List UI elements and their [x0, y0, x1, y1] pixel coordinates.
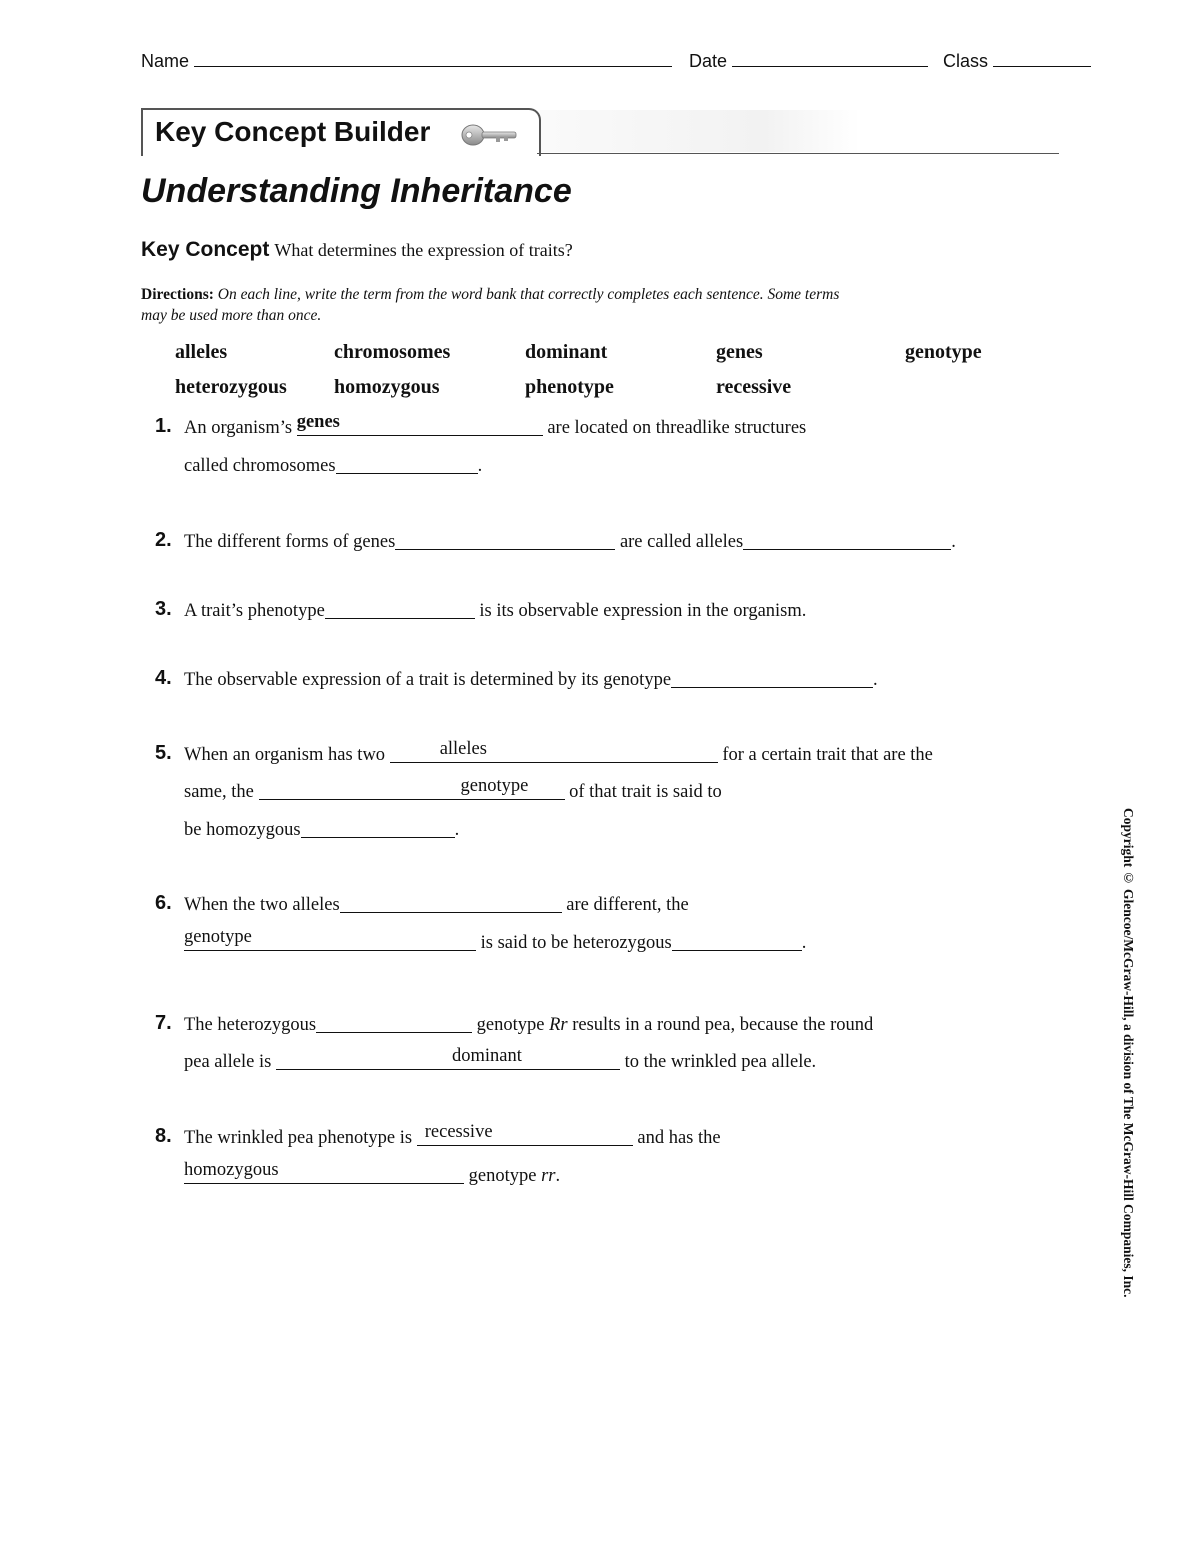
question-text: called chromosomes [184, 456, 336, 476]
question-text: genotype [468, 1166, 537, 1186]
question-text: is its observable expression in the organism. [479, 601, 807, 621]
answer-blank[interactable] [743, 529, 951, 550]
period: . [951, 532, 956, 552]
question-number: 7. [155, 1012, 172, 1034]
word-bank-item: genes [716, 341, 763, 363]
answer-text: genotype [460, 776, 529, 796]
directions-text: On each line, write the term from the word bank that correctly completes each sentence. Some terms [217, 286, 840, 303]
period: . [873, 670, 878, 690]
word-bank-item: homozygous [334, 376, 440, 398]
page-title: Understanding Inheritance [141, 172, 572, 210]
word-bank-item: recessive [716, 376, 792, 398]
date-row [689, 50, 928, 72]
question-number: 1. [155, 415, 172, 437]
directions [141, 284, 1001, 326]
question-number: 4. [155, 667, 172, 689]
question-text: The wrinkled pea phenotype is [184, 1128, 413, 1148]
answer-blank[interactable] [301, 817, 455, 838]
name-row [141, 50, 672, 72]
question-text: When an organism has two [184, 745, 386, 765]
question-number: 8. [155, 1125, 172, 1147]
key-concept-question: What determines the expression of traits? [274, 240, 573, 260]
tab-shading [540, 110, 860, 152]
date-label: Date [689, 51, 728, 71]
answer-blank[interactable] [259, 776, 565, 800]
answer-text: dominant [451, 1046, 522, 1066]
question-number: 2. [155, 529, 172, 551]
question-text: are called alleles [619, 532, 744, 552]
question-number: 3. [155, 598, 172, 620]
question-text: The observable expression of a trait is determined by its genotype [184, 670, 672, 690]
answer-blank[interactable] [672, 930, 802, 951]
question-text: The different forms of genes [184, 532, 396, 552]
key-concept [141, 238, 573, 262]
question-text: An organism’s [184, 418, 293, 438]
answer-blank[interactable] [276, 1046, 620, 1070]
class-field[interactable] [993, 50, 1091, 67]
answer-blank[interactable] [296, 412, 543, 436]
genotype-symbol: rr [541, 1166, 556, 1186]
question-text: When the two alleles [184, 895, 340, 915]
question-text: pea allele is [184, 1052, 272, 1072]
question-text: and has the [637, 1128, 721, 1148]
question-number: 5. [155, 742, 172, 764]
word-bank-item: phenotype [525, 376, 614, 398]
answer-blank[interactable] [184, 1160, 464, 1184]
answer-text: homozygous [184, 1160, 279, 1180]
word-bank-item: genotype [905, 341, 982, 363]
question-text: A trait’s phenotype [184, 601, 325, 621]
question-text: results in a round pea, because the round [572, 1015, 874, 1035]
answer-blank[interactable] [316, 1012, 472, 1033]
name-label: Name [141, 51, 190, 71]
period: . [555, 1166, 561, 1186]
word-bank-item: dominant [525, 341, 608, 363]
question-number: 6. [155, 892, 172, 914]
answer-text: genes [296, 412, 340, 432]
answer-blank[interactable] [390, 739, 718, 763]
class-row [943, 50, 1091, 72]
answer-blank[interactable] [325, 598, 475, 619]
question-text: are located on threadlike structures [547, 418, 807, 438]
question-text: genotype [476, 1015, 545, 1035]
answer-blank[interactable] [184, 927, 476, 951]
genotype-symbol: Rr [549, 1015, 568, 1035]
tab-label: Key Concept Builder [155, 116, 431, 147]
name-field[interactable] [194, 50, 672, 67]
question-text: is said to be heterozygous [480, 933, 672, 953]
answer-blank[interactable] [336, 453, 478, 474]
period: . [801, 933, 807, 953]
question-text: are different, the [566, 895, 689, 915]
period: . [454, 820, 460, 840]
word-bank-item: chromosomes [334, 341, 451, 363]
class-label: Class [943, 51, 989, 71]
answer-text: genotype [184, 927, 252, 947]
word-bank-item: heterozygous [175, 376, 287, 398]
answer-blank[interactable] [340, 892, 562, 913]
answer-blank[interactable] [395, 529, 615, 550]
directions-label: Directions: [141, 286, 214, 303]
tab-rule [537, 153, 1059, 154]
answer-blank[interactable] [671, 667, 873, 688]
answer-text: alleles [439, 739, 487, 759]
question-text: The heterozygous [184, 1015, 317, 1035]
key-concept-label: Key Concept [141, 238, 270, 261]
answer-blank[interactable] [417, 1122, 633, 1146]
key-icon [460, 122, 518, 148]
period: . [477, 456, 483, 476]
question-text: same, the [184, 782, 254, 802]
directions-text-2: may be used more than once. [141, 307, 322, 324]
copyright-notice: Copyright © Glencoe/McGraw-Hill, a division of The McGraw-Hill Companies, Inc. [1121, 808, 1136, 1298]
question-text: to the wrinkled pea allele. [624, 1052, 817, 1072]
date-field[interactable] [732, 50, 928, 67]
question-text: be homozygous [184, 820, 301, 840]
answer-text: recessive [424, 1122, 493, 1142]
question-text: of that trait is said to [569, 782, 722, 802]
question-text: for a certain trait that are the [722, 745, 933, 765]
word-bank-item: alleles [175, 341, 228, 363]
